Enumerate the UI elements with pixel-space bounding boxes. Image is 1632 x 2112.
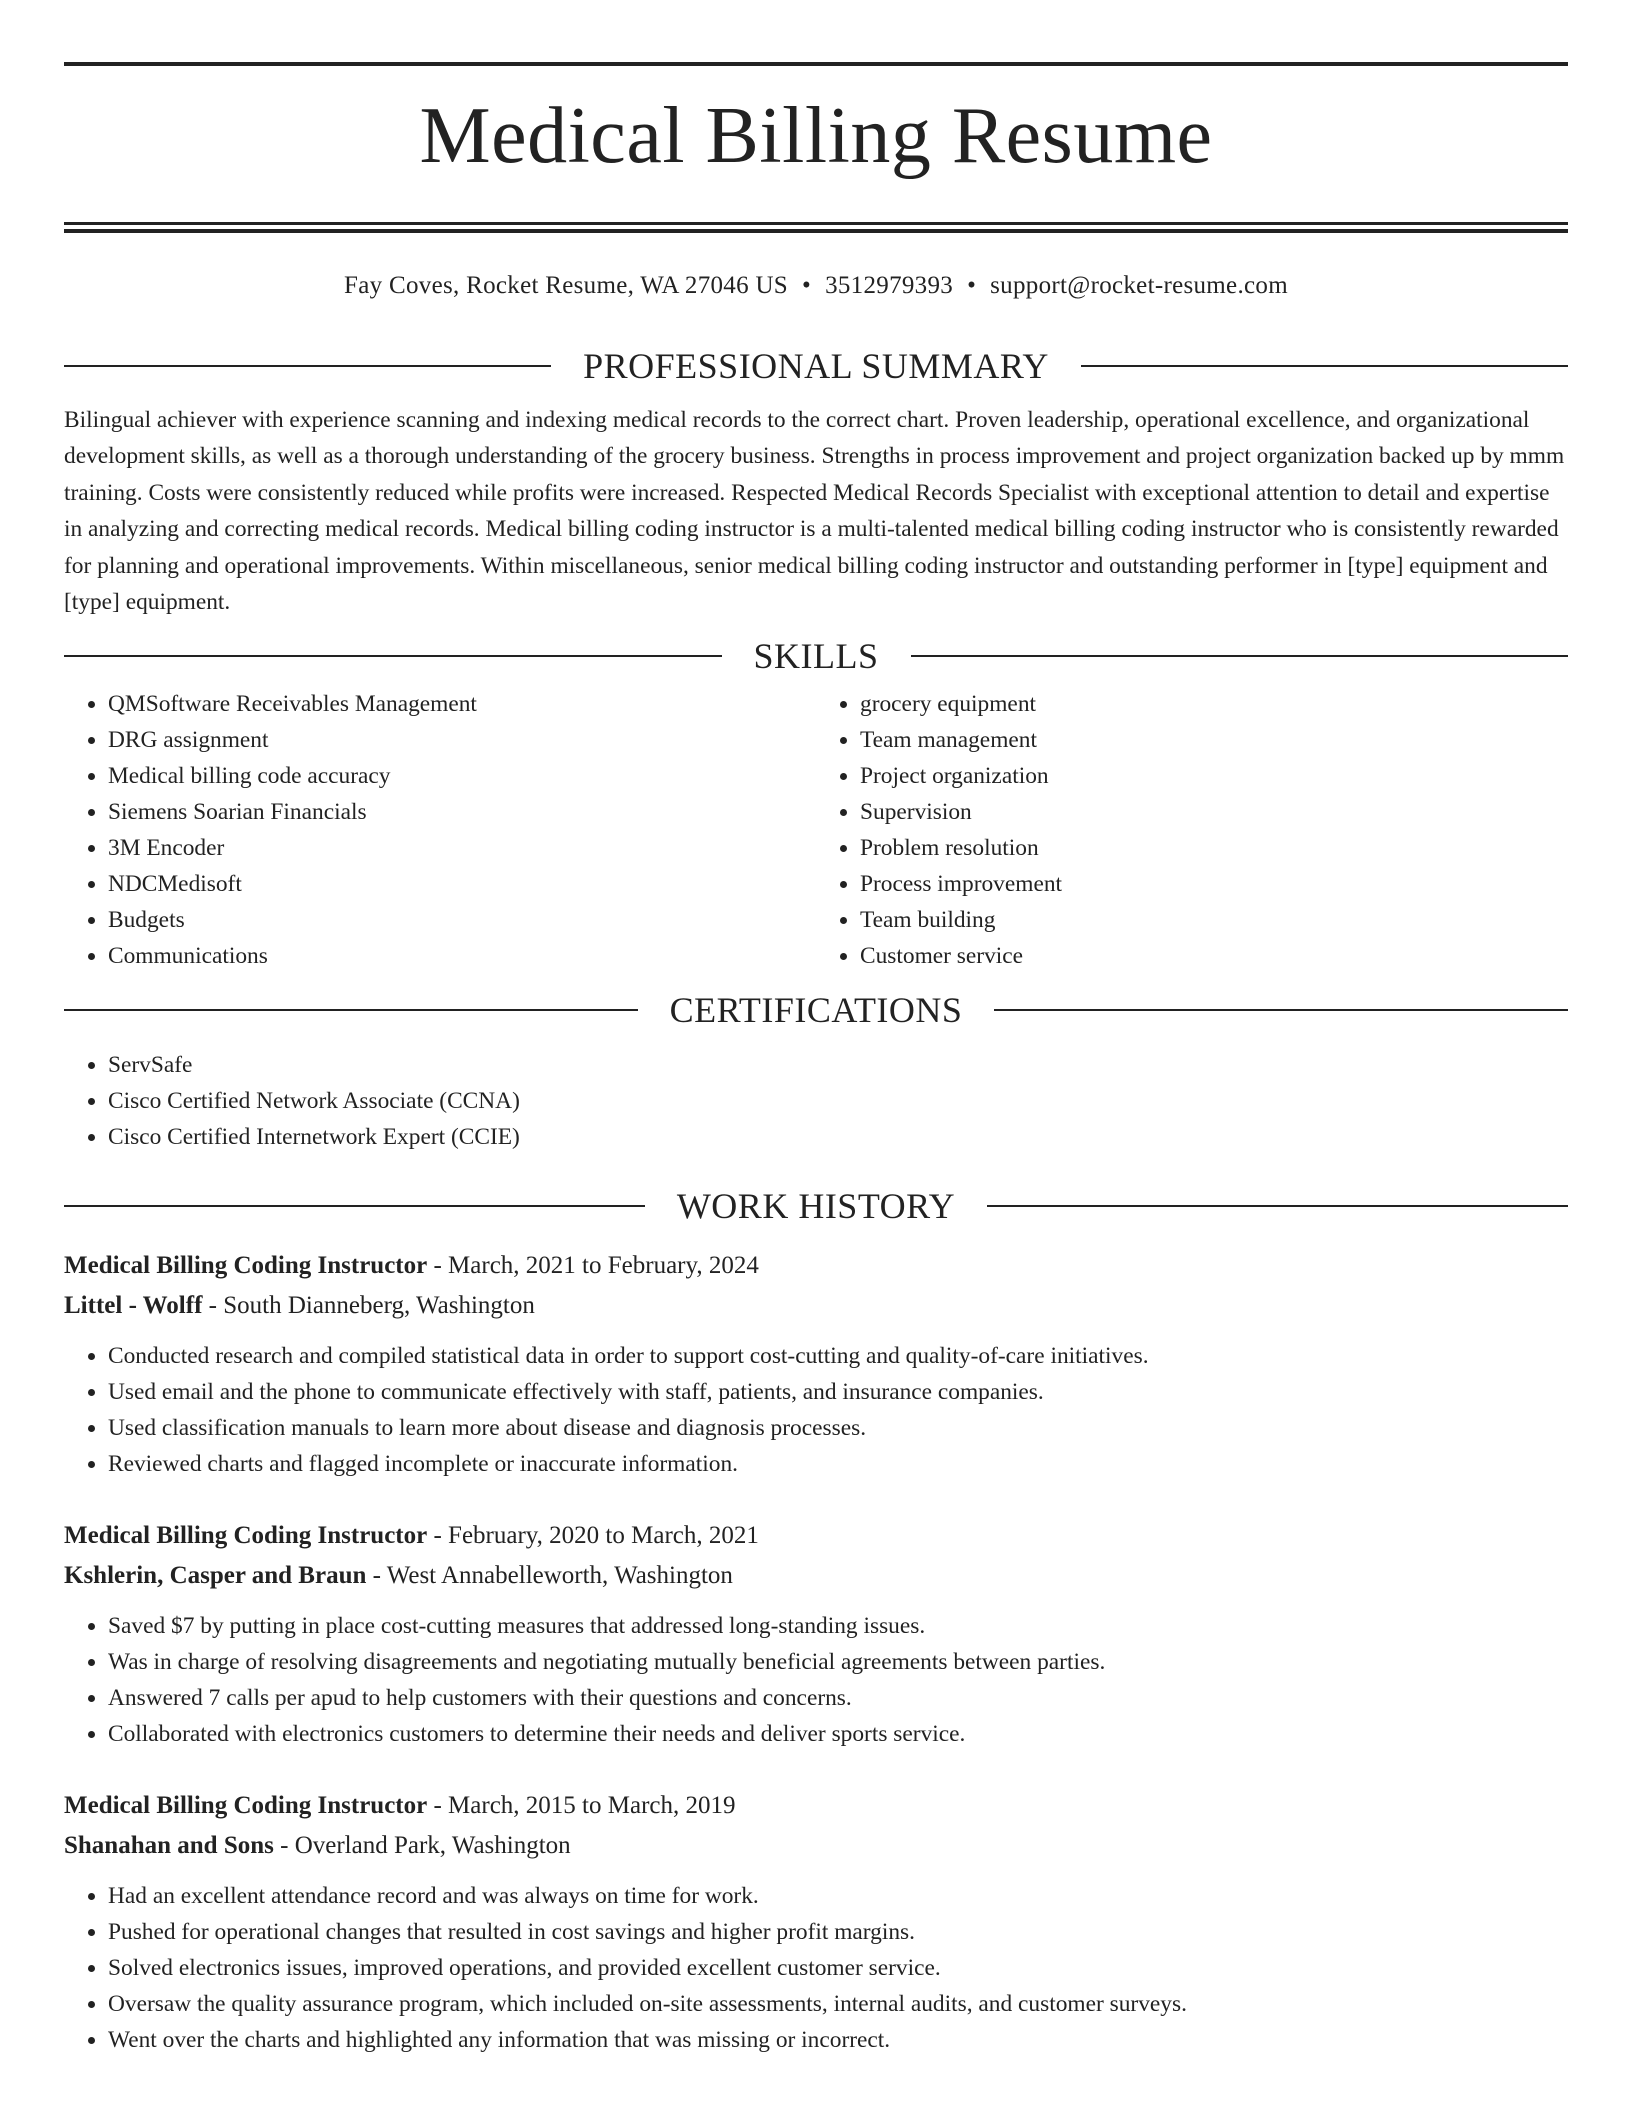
job-entry: [64, 1246, 1568, 1482]
job-location: West Annabelleworth, Washington: [386, 1562, 733, 1590]
skills-columns: [64, 686, 1568, 974]
job-bullets: [64, 1608, 1568, 1752]
skill-item: • 3M Encoder: [108, 830, 816, 866]
job-title-line: [64, 1786, 1568, 1826]
heading-rule: [911, 655, 1569, 657]
header-double-rule: [64, 222, 1568, 233]
job-bullet: • Answered 7 calls per apud to help customers with their questions and concerns.: [108, 1680, 1568, 1716]
skill-item: • DRG assignment: [108, 722, 816, 758]
skill-item: • Process improvement: [860, 866, 1568, 902]
job-bullet: • Oversaw the quality assurance program, which included on-site assessments, internal audits, and customer surveys.: [108, 1986, 1568, 2022]
work-heading-label: WORK HISTORY: [676, 1186, 956, 1227]
certifications-list: [64, 1047, 1568, 1155]
job-bullet: • Solved electronics issues, improved operations, and provided excellent customer service.: [108, 1950, 1568, 1986]
certification-item: • Cisco Certified Internetwork Expert (CCIE): [108, 1119, 1568, 1155]
summary-heading: [64, 344, 1568, 388]
job-title: Medical Billing Coding Instructor: [64, 1522, 428, 1550]
job-company: Kshlerin, Casper and Braun: [64, 1562, 367, 1590]
heading-rule: [1081, 365, 1568, 367]
job-bullet: • Saved $7 by putting in place cost-cutting measures that addressed long-standing issues.: [108, 1608, 1568, 1644]
resume-title: Medical Billing Resume: [419, 92, 1213, 180]
skill-item: • Customer service: [860, 938, 1568, 974]
skill-item: • NDCMedisoft: [108, 866, 816, 902]
job-bullet: • Reviewed charts and flagged incomplete or inaccurate information.: [108, 1446, 1568, 1482]
job-dash: -: [202, 1292, 224, 1320]
job-bullets: [64, 1338, 1568, 1482]
job-location: Overland Park, Washington: [294, 1832, 571, 1860]
job-company-line: [64, 1826, 1568, 1866]
contact-email: support@rocket-resume.com: [990, 272, 1288, 299]
job-dates: March, 2021 to February, 2024: [448, 1252, 759, 1280]
contact-address: Fay Coves, Rocket Resume, WA 27046 US: [344, 272, 789, 299]
certifications-heading: [64, 988, 1568, 1032]
job-title-line: [64, 1246, 1568, 1286]
job-company: Shanahan and Sons: [64, 1832, 274, 1860]
job-dash: -: [427, 1522, 449, 1550]
job-title: Medical Billing Coding Instructor: [64, 1792, 428, 1820]
summary-heading-label: PROFESSIONAL SUMMARY: [583, 346, 1049, 386]
skill-item: • Budgets: [108, 902, 816, 938]
job-dash: -: [427, 1792, 449, 1820]
job-bullet: • Conducted research and compiled statistical data in order to support cost-cutting and quality-of-care initiatives.: [108, 1338, 1568, 1374]
job-company-line: [64, 1556, 1568, 1596]
skills-heading-label: SKILLS: [753, 636, 879, 677]
job-bullets: [64, 1878, 1568, 2058]
skill-item: • Supervision: [860, 794, 1568, 830]
job-title-line: [64, 1516, 1568, 1556]
skill-item: • Team management: [860, 722, 1568, 758]
skill-item: • Project organization: [860, 758, 1568, 794]
contact-separator: •: [967, 272, 977, 299]
heading-rule: [64, 365, 551, 367]
contact-line: [64, 269, 1568, 303]
certification-item: • ServSafe: [108, 1047, 1568, 1083]
job-dash: -: [366, 1562, 387, 1590]
header-top-rule: [64, 62, 1568, 66]
job-company-line: [64, 1286, 1568, 1326]
contact-phone: 3512979393: [825, 272, 954, 299]
skills-list-left: [64, 686, 816, 974]
heading-rule: [64, 655, 722, 657]
job-bullet: • Used classification manuals to learn more about disease and diagnosis processes.: [108, 1410, 1568, 1446]
skill-item: • Siemens Soarian Financials: [108, 794, 816, 830]
skill-item: • Communications: [108, 938, 816, 974]
skill-item: • Problem resolution: [860, 830, 1568, 866]
contact-separator: •: [802, 272, 812, 299]
skill-item: • QMSoftware Receivables Management: [108, 686, 816, 722]
job-bullet: • Pushed for operational changes that resulted in cost savings and higher profit margins.: [108, 1914, 1568, 1950]
certifications-heading-label: CERTIFICATIONS: [669, 990, 963, 1031]
job-title: Medical Billing Coding Instructor: [64, 1252, 428, 1280]
job-bullet: • Went over the charts and highlighted any information that was missing or incorrect.: [108, 2022, 1568, 2058]
heading-rule: [994, 1009, 1568, 1011]
job-bullet: • Was in charge of resolving disagreements and negotiating mutually beneficial agreements between parties.: [108, 1644, 1568, 1680]
job-bullet: • Had an excellent attendance record and was always on time for work.: [108, 1878, 1568, 1914]
skill-item: • Medical billing code accuracy: [108, 758, 816, 794]
certification-item: • Cisco Certified Network Associate (CCNA): [108, 1083, 1568, 1119]
summary-text: Bilingual achiever with experience scanning and indexing medical records to the correct chart. Proven leadership, operational excellence, and organizational development skills, as well as a thorough understanding of the grocery business. Strengths in process improvement and project organization backed up by mmm training. Costs were consistently reduced while profits were increased. Respected Medical Records Specialist with exceptional attention to detail and expertise in analyzing and correcting medical records. Medical billing coding instructor is a multi-talented medical billing coding instructor who is consistently rewarded for planning and operational improvements. Within miscellaneous, senior medical billing coding instructor and outstanding performer in [type] equipment and [type] equipment.: [64, 407, 1565, 616]
work-heading: [64, 1184, 1568, 1228]
job-bullet: • Used email and the phone to communicate effectively with staff, patients, and insurance companies.: [108, 1374, 1568, 1410]
heading-rule: [64, 1009, 638, 1011]
skill-item: • grocery equipment: [860, 686, 1568, 722]
heading-rule: [987, 1205, 1568, 1207]
job-entry: [64, 1516, 1568, 1752]
skills-list-right: [816, 686, 1568, 974]
heading-rule: [64, 1205, 645, 1207]
skills-heading: [64, 634, 1568, 678]
job-dates: March, 2015 to March, 2019: [448, 1792, 736, 1820]
job-location: South Dianneberg, Washington: [223, 1292, 535, 1320]
job-entry: [64, 1786, 1568, 2058]
skill-item: • Team building: [860, 902, 1568, 938]
job-dash: -: [273, 1832, 295, 1860]
job-dash: -: [427, 1252, 449, 1280]
job-bullet: • Collaborated with electronics customers to determine their needs and deliver sports service.: [108, 1716, 1568, 1752]
resume-page: [64, 0, 1568, 2058]
job-company: Littel - Wolff: [64, 1292, 203, 1320]
job-dates: February, 2020 to March, 2021: [448, 1522, 759, 1550]
